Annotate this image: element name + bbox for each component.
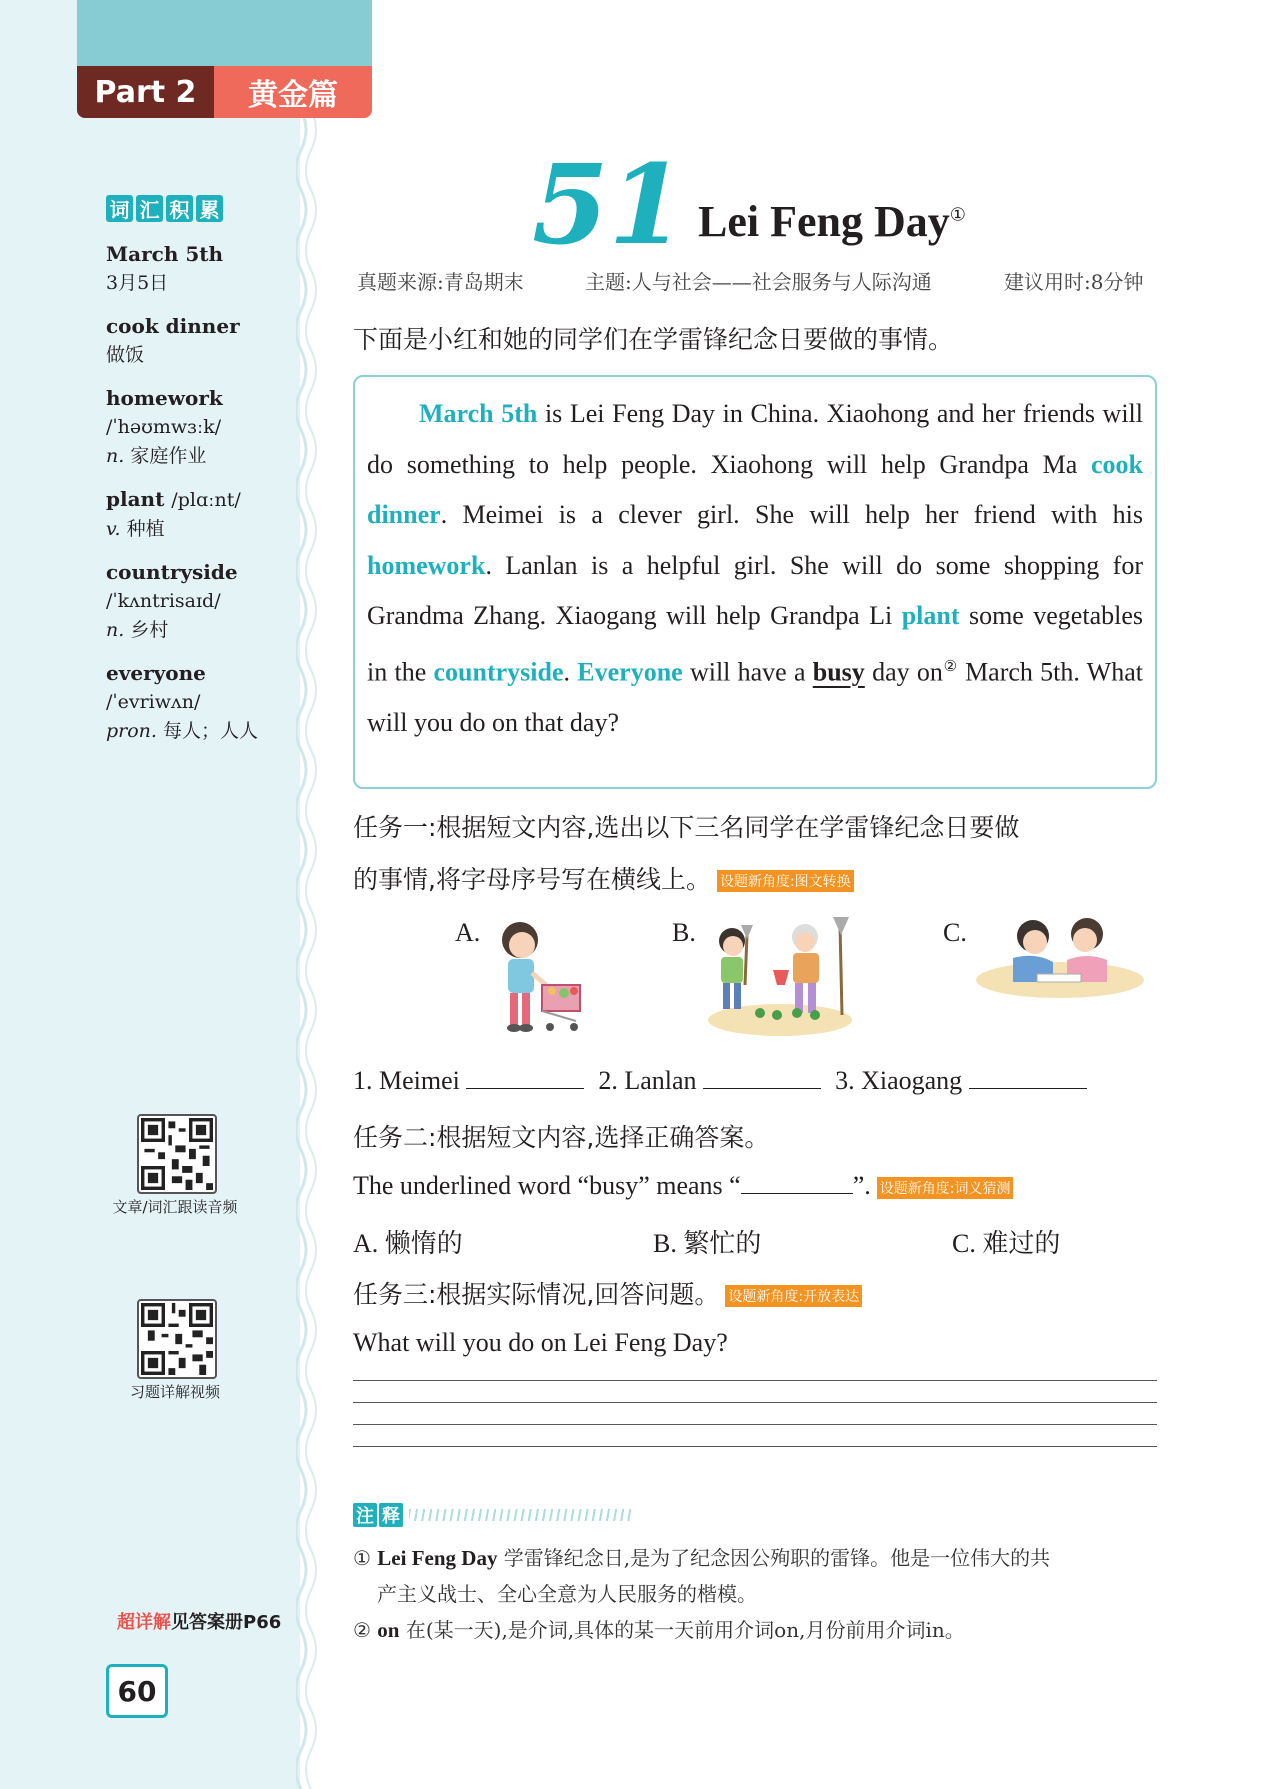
vocab-heading-char: 汇 (136, 195, 163, 222)
vocab-pos: n. (106, 445, 125, 467)
keyword: March 5th (419, 399, 538, 428)
notes-heading-char: 注 (353, 1503, 377, 1527)
answer-item-label: 1. Meimei (353, 1066, 460, 1095)
task1-title-text: 的事情,将字母序号写在横线上。 (353, 865, 711, 894)
vocab-word: everyone (106, 661, 206, 685)
note-1-line1 (353, 1540, 1163, 1576)
answer-line[interactable] (353, 1380, 1157, 1381)
passage-segment: . Meimei is a clever girl. She will help her friend with his (440, 500, 1143, 530)
task1-title-line2 (353, 860, 854, 896)
lesson-title-text: Lei Feng Day (698, 197, 950, 246)
keyword: homework (367, 550, 486, 580)
answer-reference (117, 1608, 281, 1634)
picture-label-b: B. (672, 918, 696, 947)
note-mark: ② (353, 1618, 371, 1642)
vocab-phonetic: /plɑːnt/ (171, 489, 241, 511)
task2-question-end: ”. (852, 1171, 871, 1200)
footnote-ref: ② (942, 658, 958, 675)
source-info: 真题来源:青岛期末 (357, 270, 524, 294)
task3-title (353, 1275, 862, 1311)
task1-title-line1: 任务一:根据短文内容,选出以下三名同学在学雷锋纪念日要做 (353, 813, 1020, 842)
passage-segment: March 5th. What will you do on that day? (367, 657, 1143, 738)
underlined-word: busy (812, 657, 865, 687)
keyword: plant (901, 601, 960, 631)
task3-title-text: 任务三:根据实际情况,回答问题。 (353, 1280, 720, 1309)
task2-question (353, 1171, 1013, 1201)
intro-text: 下面是小红和她的同学们在学雷锋纪念日要做的事情。 (353, 325, 954, 354)
vocab-item (106, 384, 306, 471)
answer-item (835, 1066, 1087, 1096)
answer-blank[interactable] (466, 1066, 584, 1089)
vocab-word: cook dinner (106, 314, 240, 338)
qr-code-video-label: 习题详解视频 (129, 1383, 220, 1401)
vocab-word-line (106, 485, 306, 515)
vocab-item (106, 558, 306, 645)
vocab-list (106, 240, 306, 760)
answer-item (598, 1066, 821, 1096)
answer-blank[interactable] (741, 1171, 853, 1194)
keyword: Everyone (577, 657, 683, 687)
task1-answers (353, 1066, 1087, 1096)
vocab-item (106, 312, 306, 370)
vocab-meaning: 家庭作业 (130, 445, 207, 467)
theme-info: 主题:人与社会——社会服务与人际沟通 (585, 270, 932, 294)
notes-heading-char: 释 (379, 1503, 403, 1527)
note-term: on (377, 1618, 400, 1642)
note-term: Lei Feng Day (377, 1546, 498, 1570)
task3-question: What will you do on Lei Feng Day? (353, 1328, 728, 1357)
note-1 (353, 1540, 1163, 1612)
option-b[interactable]: B. 繁忙的 (653, 1229, 762, 1258)
option-a[interactable]: A. 懒惰的 (353, 1229, 463, 1258)
vocab-word: plant (106, 487, 165, 511)
vocab-meaning: 每人；人人 (163, 720, 259, 742)
keyword: countryside (433, 657, 564, 687)
question-tag: 设题新角度:图文转换 (717, 870, 854, 892)
qr-code-audio-label: 文章/词汇跟读音频 (112, 1198, 238, 1216)
page-number: 60 (106, 1664, 168, 1718)
vocab-heading-char: 词 (106, 195, 133, 222)
passage-segment: . (563, 657, 578, 687)
qr-code-icon (141, 1118, 213, 1190)
vocab-phonetic: /ˈhəʊmwɜːk/ (106, 416, 222, 438)
qr-code-audio[interactable] (137, 1114, 217, 1194)
vocab-meaning: 种植 (126, 518, 165, 540)
vocab-meaning: 乡村 (130, 619, 169, 641)
vocab-meaning: 做饭 (106, 344, 145, 366)
answer-blank[interactable] (969, 1066, 1087, 1089)
vocab-item (106, 240, 306, 298)
vocab-heading-char: 积 (166, 195, 193, 222)
qr-code-video[interactable] (137, 1299, 217, 1379)
answer-line[interactable] (353, 1402, 1157, 1403)
header-tab-top (77, 0, 372, 66)
keyword: cook dinner (367, 449, 1143, 530)
picture-label-c: C. (943, 918, 967, 947)
footnote-ref: ① (949, 204, 966, 225)
passage-segment: some vegetables in the (367, 601, 1143, 687)
vocab-pos: pron. (106, 720, 157, 742)
lesson-title (698, 196, 966, 247)
vocab-phonetic: /ˈkʌntrisaɪd/ (106, 590, 221, 612)
task2-title: 任务二:根据短文内容,选择正确答案。 (353, 1123, 770, 1152)
vocab-item (106, 659, 306, 746)
vocab-meaning-line (106, 515, 306, 544)
passage-segment: will have a (682, 657, 813, 687)
question-tag: 设题新角度:开放表达 (725, 1285, 862, 1307)
option-c[interactable]: C. 难过的 (952, 1229, 1061, 1258)
note-text: 在(某一天),是介词,具体的某一天前用介词on,月份前用介词in。 (399, 1618, 965, 1642)
note-1-line2: 产主义战士、全心全意为人民服务的楷模。 (377, 1582, 757, 1606)
answer-ref-highlight: 超详解 (117, 1612, 171, 1633)
lesson-number: 51 (532, 140, 686, 269)
notes-decoration (409, 1509, 634, 1521)
section-label: 黄金篇 (214, 66, 372, 118)
task2-question-text: The underlined word “busy” means “ (353, 1171, 741, 1200)
vocab-phonetic: /ˈevriwʌn/ (106, 691, 201, 713)
passage-text (367, 389, 1143, 749)
shopping-girl-illustration (490, 915, 590, 1040)
passage-segment: is Lei Feng Day in China. Xiaohong and her friends will do something to help people. Xiaohong will help Grandpa Ma (367, 399, 1144, 479)
time-info: 建议用时:8分钟 (1004, 270, 1144, 294)
vocab-meaning-line (106, 717, 306, 746)
passage-segment: . Lanlan is a helpful girl. She will do some shopping for Grandma Zhang. Xiaogang will help Grandpa Li (367, 550, 1143, 631)
planting-illustration (705, 915, 860, 1040)
answer-blank[interactable] (703, 1066, 821, 1089)
vocab-meaning-line (106, 616, 306, 645)
vocab-word: March 5th (106, 242, 224, 266)
answer-item (353, 1066, 584, 1096)
answer-item-label: 3. Xiaogang (835, 1066, 963, 1095)
answer-line[interactable] (353, 1446, 1157, 1447)
note-2 (353, 1612, 1163, 1648)
answer-ref-text: 见答案册P66 (171, 1612, 282, 1633)
vocab-meaning: 3月5日 (106, 272, 169, 294)
note-text: 学雷锋纪念日,是为了纪念因公殉职的雷锋。他是一位伟大的共 (497, 1546, 1051, 1570)
homework-illustration (975, 912, 1145, 1002)
question-tag: 设题新角度:词义猜测 (877, 1177, 1014, 1199)
vocab-heading-char: 累 (196, 195, 223, 222)
answer-item-label: 2. Lanlan (598, 1066, 697, 1095)
qr-code-icon (141, 1303, 213, 1375)
vocab-word: homework (106, 386, 223, 410)
picture-label-a: A. (455, 918, 481, 947)
reading-passage (353, 375, 1157, 789)
vocab-word: countryside (106, 560, 238, 584)
answer-line[interactable] (353, 1424, 1157, 1425)
passage-segment: day on (864, 657, 943, 687)
vocab-pos: n. (106, 619, 125, 641)
vocab-item (106, 485, 306, 544)
note-mark: ① (353, 1546, 371, 1570)
vocab-pos: v. (106, 518, 121, 540)
notes-heading (353, 1503, 634, 1527)
vocab-meaning-line (106, 442, 306, 471)
vocab-heading (106, 195, 223, 222)
part-label: Part 2 (77, 66, 214, 118)
